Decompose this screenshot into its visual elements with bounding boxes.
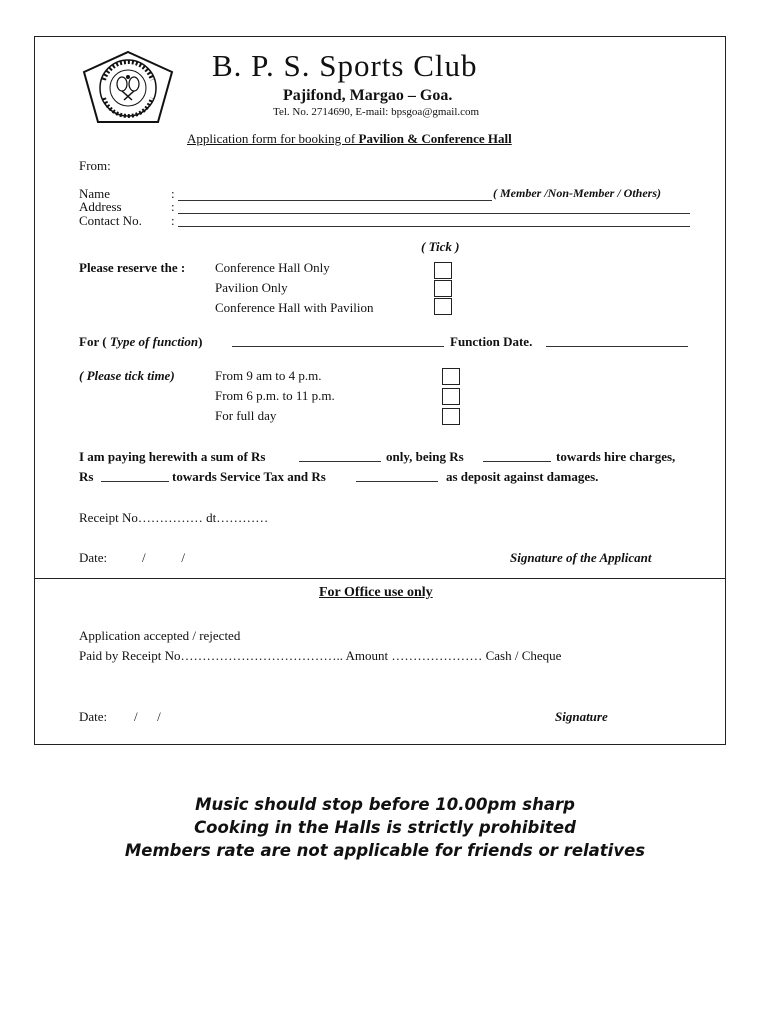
club-name: B. P. S. Sports Club [212,48,478,83]
checkbox-time-fullday[interactable] [442,408,460,425]
receipt-date-label: Date: [79,550,108,565]
payment-line2-c: as deposit against damages. [446,469,599,484]
function-close-paren: ) [198,334,203,349]
form-title-prefix: Application form for booking of [187,131,359,146]
function-date-label: Function Date. [450,334,533,349]
time-option-day: From 9 am to 4 p.m. [215,368,322,383]
checkbox-time-evening[interactable] [442,388,460,405]
option-pavilion: Pavilion Only [215,280,288,295]
payment-deposit-field[interactable] [356,481,438,482]
office-title: For Office use only [319,585,433,600]
checkbox-conference-hall[interactable] [434,262,452,279]
reserve-label: Please reserve the : [79,260,186,275]
payment-line1-a: I am paying herewith a sum of Rs [79,449,266,464]
payment-line2-b: towards Service Tax and Rs [172,469,326,484]
name-field[interactable] [178,200,492,201]
office-signature-label: Signature [555,709,608,724]
club-location: Pajifond, Margao – Goa. [283,87,453,104]
time-label: ( Please tick time) [79,368,175,383]
function-for [79,334,203,350]
tick-label: ( Tick ) [421,239,460,254]
payment-line2-a: Rs [79,469,94,484]
payment-hire-field[interactable] [483,461,551,462]
applicant-signature-label: Signature of the Applicant [510,550,652,565]
form-title [187,131,512,147]
time-option-evening: From 6 p.m. to 11 p.m. [215,388,335,403]
office-status: Application accepted / rejected [79,628,241,643]
office-date-sep: / / [134,709,161,724]
notice-cooking: Cooking in the Halls is strictly prohibited [194,818,576,837]
time-option-fullday: For full day [215,408,277,423]
office-paid-line: Paid by Receipt No……………………………….. Amount ………………… Cash / Cheque [79,648,562,663]
receipt-no: Receipt No…………… dt………… [79,510,269,525]
function-date-field[interactable] [546,346,688,347]
contact-label: Contact No. [79,213,142,228]
form-title-bold: Pavilion & Conference Hall [358,131,512,146]
from-label: From: [79,158,111,173]
address-label: Address [79,199,122,214]
checkbox-pavilion[interactable] [434,280,452,297]
function-type-label: Type of function [109,334,199,349]
payment-tax-field[interactable] [101,481,169,482]
office-date-label: Date: [79,709,108,724]
name-label: Name [79,186,111,201]
function-type-field[interactable] [232,346,444,347]
checkbox-conference-pavilion[interactable] [434,298,452,315]
function-for-label: For ( [79,334,107,349]
receipt-date-sep: / / [142,550,185,565]
club-logo [82,50,174,124]
payment-sum-field[interactable] [299,461,381,462]
address-field[interactable] [178,213,690,214]
notice-members-rate: Members rate are not applicable for friends or relatives [124,841,646,860]
contact-field[interactable] [178,226,690,227]
checkbox-time-day[interactable] [442,368,460,385]
option-conference-pavilion: Conference Hall with Pavilion [215,300,374,315]
name-colon: : [171,186,175,201]
payment-line1-b: only, being Rs [386,449,464,464]
option-conference-hall: Conference Hall Only [215,260,330,275]
notice-music: Music should stop before 10.00pm sharp [195,795,575,814]
payment-line1-c: towards hire charges, [556,449,676,464]
address-colon: : [171,199,175,214]
contact-colon: : [171,213,175,228]
club-contact: Tel. No. 2714690, E-mail: bpsgoa@gmail.com [273,106,480,118]
member-options: ( Member /Non-Member / Others) [493,186,661,200]
office-divider [34,578,725,579]
